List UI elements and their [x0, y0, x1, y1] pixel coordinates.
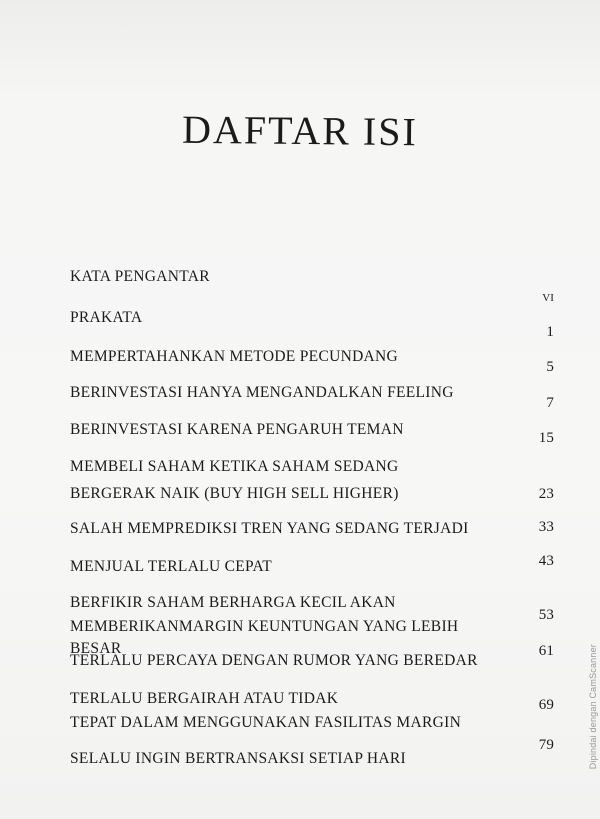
toc-page-number: vi [542, 289, 554, 305]
toc-entry [70, 419, 554, 446]
toc-page-number: 61 [538, 643, 554, 659]
page-title: DAFTAR ISI [181, 106, 419, 155]
toc-entry-title: SALAH MEMPREDIKSI TREN YANG SEDANG TERJADI [70, 520, 469, 537]
toc-entry-title: MEMPERTAHANKAN METODE PECUNDANG [70, 348, 399, 365]
toc-page-number: 1 [546, 324, 554, 340]
toc-entry [70, 307, 554, 340]
toc-entry [70, 643, 554, 672]
toc-entry [70, 346, 554, 375]
toc-page-number: 23 [538, 486, 554, 502]
toc-entry [70, 737, 554, 770]
toc-entry [70, 266, 554, 305]
toc-page-number: 33 [538, 519, 554, 535]
toc-page-number: 79 [538, 737, 554, 753]
toc-entry [70, 518, 554, 540]
toc-page-number: 15 [538, 430, 554, 446]
toc-page-number: 69 [538, 697, 554, 713]
toc-entry-title: MEMBELI SAHAM KETIKA SAHAM SEDANG [70, 458, 399, 475]
toc-page-number: 5 [546, 359, 554, 375]
toc-entry-title: BERINVESTASI HANYA MENGANDALKAN FEELING [70, 384, 454, 401]
toc-entry-title: BERINVESTASI KARENA PENGARUH TEMAN [70, 421, 404, 438]
toc-entry-title: TERLALU BERGAIRAH ATAU TIDAK [70, 690, 339, 707]
toc-entry-title: KATA PENGANTAR [70, 268, 210, 285]
toc-entry [70, 553, 554, 578]
toc-entry-title: MENJUAL TERLALU CEPAT [70, 558, 273, 575]
toc-entry-title-continued: MEMBERIKANMARGIN KEUNTUNGAN YANG LEBIH BESAR [70, 618, 459, 657]
scanner-watermark: Dipindai dengan CamScanner [588, 643, 598, 769]
toc-page-number: 43 [538, 553, 554, 569]
toc-entry [70, 382, 554, 411]
toc-entry [70, 456, 554, 505]
toc-entry-title: SELALU INGIN BERTRANSAKSI SETIAP HARI [70, 750, 406, 767]
toc-entry-title: BERFIKIR SAHAM BERHARGA KECIL AKAN [70, 594, 396, 611]
toc-page-number: 7 [546, 395, 554, 411]
toc-entry-title-continued: TEPAT DALAM MENGGUNAKAN FASILITAS MARGIN [70, 714, 462, 731]
toc-entry-title-continued: BERGERAK NAIK (BUY HIGH SELL HIGHER) [70, 485, 399, 502]
toc-entry-title: TERLALU PERCAYA DENGAN RUMOR YANG BEREDAR [70, 652, 478, 669]
toc-page-number: 53 [538, 607, 554, 623]
toc-entry-title: PRAKATA [70, 309, 143, 326]
toc-entry [70, 688, 554, 734]
